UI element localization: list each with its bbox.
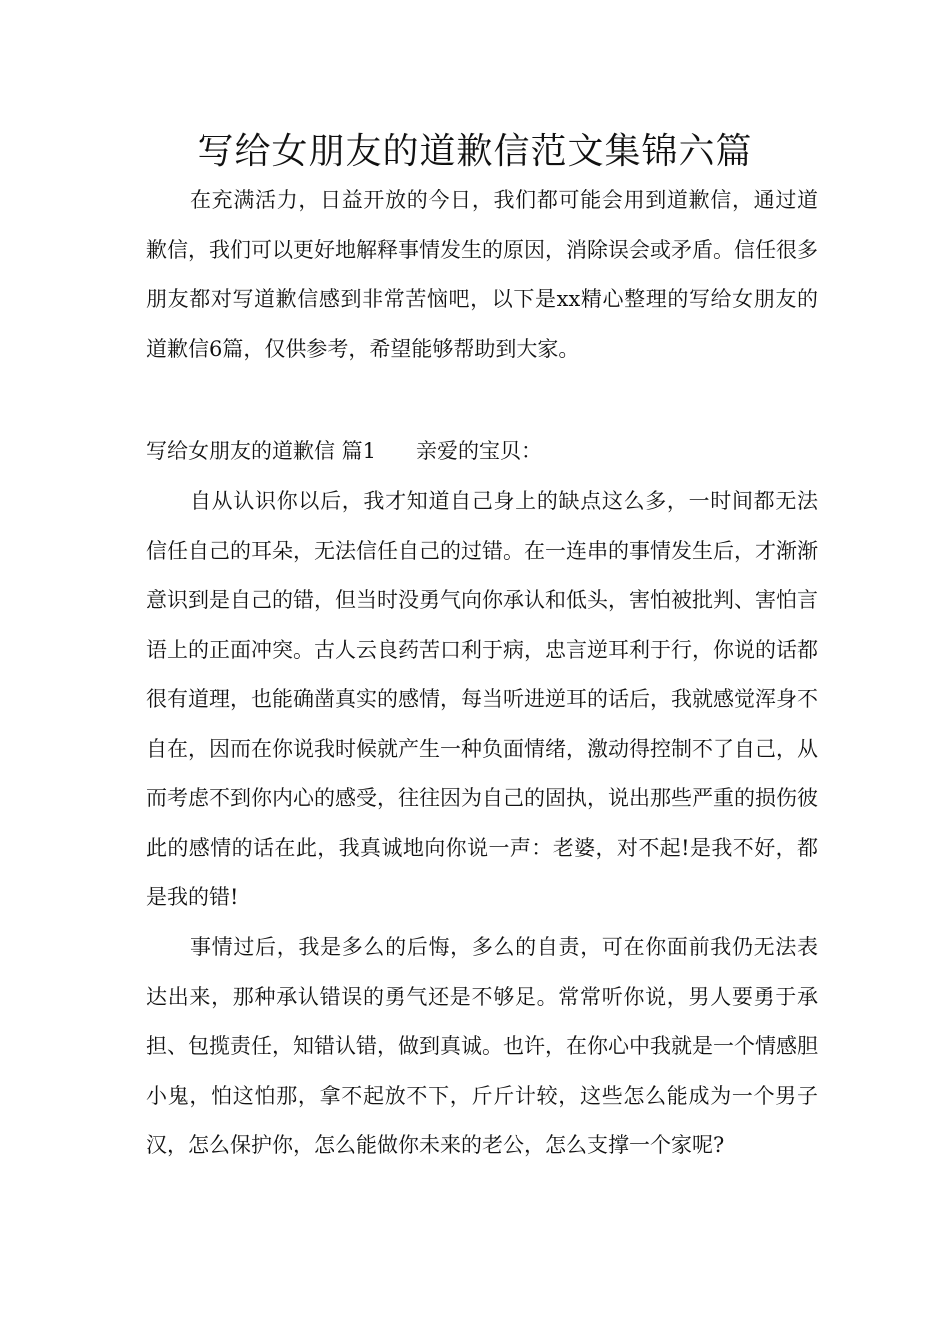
body-paragraph-2: 事情过后，我是多么的后悔，多么的自责，可在你面前我仍无法表达出来，那种承认错误的勇气还是不够足。常常听你说，男人要勇于承担、包揽责任，知错认错，做到真诚。也许，在你心中我就是一个情感胆小鬼，怕这怕那，拿不起放不下，斤斤计较，这些怎么能成为一个男子汉，怎么保护你，怎么能做你未来的老公，怎么支撑一个家呢? — [146, 935, 818, 1157]
section-heading: 写给女朋友的道歉信 篇1 — [146, 439, 377, 463]
salutation: 亲爱的宝贝： — [416, 439, 543, 463]
intro-paragraph: 在充满活力，日益开放的今日，我们都可能会用到道歉信，通过道歉信，我们可以更好地解释事情发生的原因，消除误会或矛盾。信任很多朋友都对写道歉信感到非常苦恼吧，以下是xx精心整理的写给女朋友的道歉信6篇，仅供参考，希望能够帮助到大家。 — [146, 188, 818, 361]
section-heading-line — [146, 430, 818, 472]
body-paragraph-1: 自从认识你以后，我才知道自己身上的缺点这么多，一时间都无法信任自己的耳朵，无法信任自己的过错。在一连串的事情发生后，才渐渐意识到是自己的错，但当时没勇气向你承认和低头，害怕被批判、害怕言语上的正面冲突。古人云良药苦口利于病，忠言逆耳利于行，你说的话都很有道理，也能确凿真实的感情，每当听进逆耳的话后，我就感觉浑身不自在，因而在你说我时候就产生一种负面情绪，激动得控制不了自己，从而考虑不到你内心的感受，往往因为自己的固执，说出那些严重的损伤彼此的感情的话在此，我真诚地向你说一声：老婆，对不起!是我不好，都是我的错! — [146, 489, 818, 909]
document-title: 写给女朋友的道歉信范文集锦六篇 — [197, 131, 753, 172]
